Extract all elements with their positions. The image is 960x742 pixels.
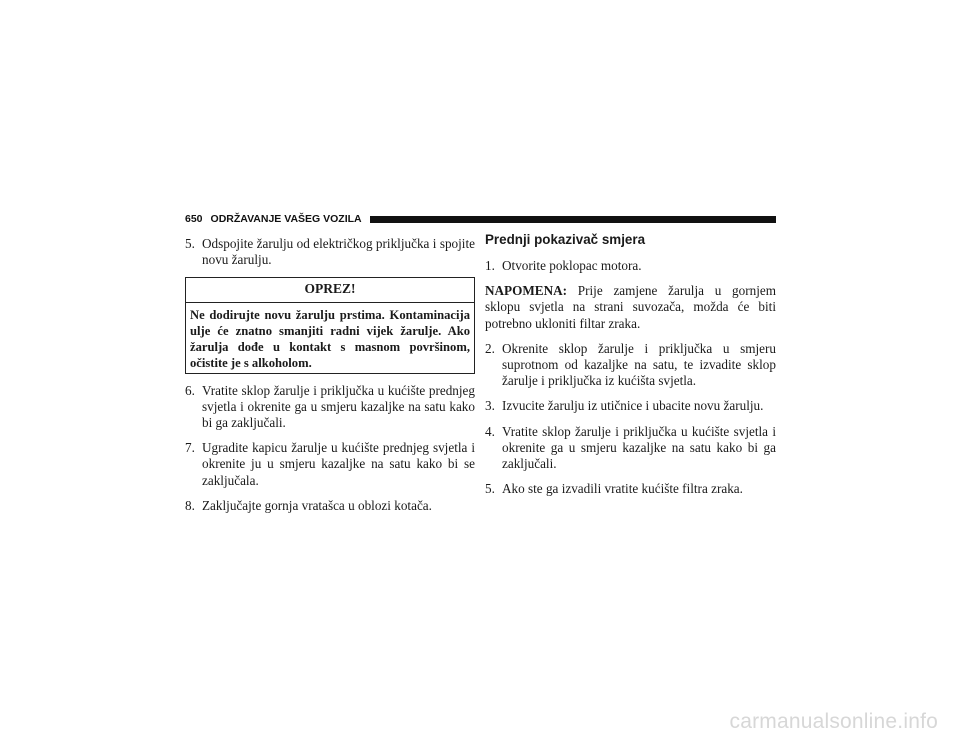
note-label: NAPOMENA:: [485, 283, 568, 299]
page-header: [185, 212, 776, 226]
step-item: [485, 258, 776, 274]
step-text: Izvucite žarulju iz utičnice i ubacite novu žarulju.: [502, 398, 764, 414]
step-item: [485, 481, 776, 497]
note-paragraph: [485, 283, 776, 332]
right-column: [485, 232, 777, 506]
watermark: carmanualsonline.info: [729, 710, 938, 733]
step-number: 5.: [185, 236, 195, 251]
step-number: 6.: [185, 382, 195, 398]
step-text: Odspojite žarulju od električkog priključka i spojite novu žarulju.: [202, 236, 475, 268]
step-number: 2.: [485, 340, 495, 356]
step-text: Otvorite poklopac motora.: [502, 258, 642, 273]
step-number: 1.: [485, 258, 495, 273]
header-rule: [370, 216, 776, 223]
section-title: ODRŽAVANJE VAŠEG VOZILA: [210, 213, 362, 225]
step-text: Ugradite kapicu žarulje u kućište prednjeg svjetla i okrenite ju u smjeru kazaljke na satu kako bi se zaključala.: [202, 440, 475, 488]
step-item: [485, 341, 776, 390]
step-item: [485, 398, 776, 414]
caution-box: [185, 277, 475, 373]
step-number: 7.: [185, 440, 195, 456]
step-item: [485, 424, 776, 473]
step-item: [185, 498, 475, 514]
note-text: Prije zamjene žarulja u gornjem sklopu svjetla na strani suvozača, možda će biti potrebno ukloniti filtar zraka.: [485, 283, 777, 331]
left-column: [185, 236, 475, 523]
step-text: Okrenite sklop žarulje i priključka u smjeru suprotnom od kazaljke na satu, te izvadite sklop žarulje i priključka iz kućišta svjetla.: [502, 340, 776, 389]
page-number: 650: [185, 213, 203, 225]
step-item: [185, 236, 475, 268]
step-text: Ako ste ga izvadili vratite kućište filtra zraka.: [502, 481, 743, 497]
step-item: [185, 440, 475, 489]
step-number: 3.: [485, 398, 495, 414]
step-number: 8.: [185, 497, 195, 513]
section-heading: Prednji pokazivač smjera: [485, 232, 646, 247]
caution-text: Ne dodirujte novu žarulju prstima. Kontaminacija ulje će znatno smanjiti radni vijek žarulje. Ako žarulja dođe u kontakt s masnom površinom, očistite je s alkoholom.: [190, 307, 470, 370]
step-item: [185, 383, 475, 432]
step-text: Vratite sklop žarulje i priključka u kućište prednjeg svjetla i okrenite ga u smjeru kazaljke na satu kako bi ga zaključali.: [202, 382, 475, 431]
step-text: Vratite sklop žarulje i priključka u kućište svjetla i okrenite ga u smjeru kazaljke na satu kako bi ga zaključali.: [502, 423, 776, 472]
step-text: Zaključajte gornja vratašca u oblozi kotača.: [202, 497, 432, 513]
step-number: 5.: [485, 481, 495, 497]
step-number: 4.: [485, 423, 495, 439]
caution-title: OPREZ!: [186, 278, 474, 302]
